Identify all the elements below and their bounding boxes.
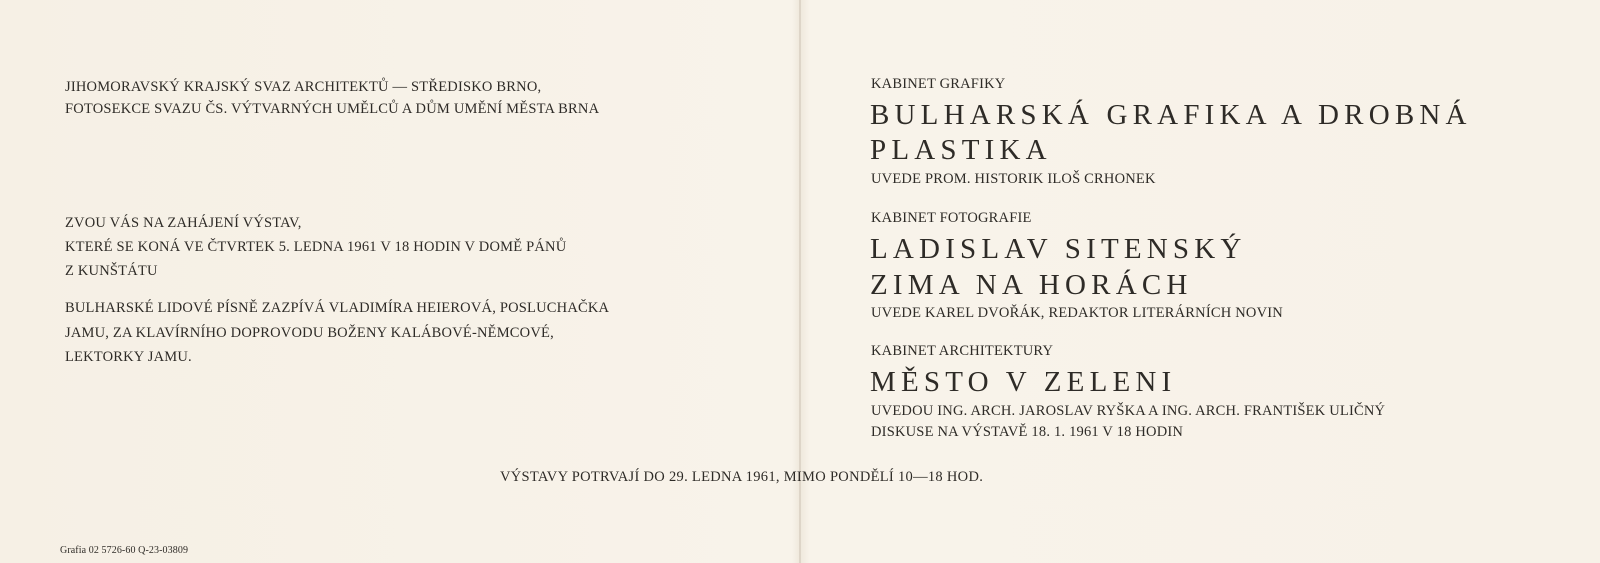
graphics-title-line-2: PLASTIKA: [870, 134, 1052, 166]
architecture-title: MĚSTO V ZELENI: [870, 366, 1177, 398]
photo-title-line-2: ZIMA NA HORÁCH: [870, 269, 1193, 301]
graphics-title-line-1: BULHARSKÁ GRAFIKA A DROBNÁ: [870, 99, 1472, 131]
music-line-2: JAMU, ZA KLAVÍRNÍHO DOPROVODU BOŽENY KALÁBOVÉ-NĚMCOVÉ,: [65, 325, 554, 341]
music-line-1: BULHARSKÉ LIDOVÉ PÍSNĚ ZAZPÍVÁ VLADIMÍRA HEIEROVÁ, POSLUCHAČKA: [65, 300, 610, 316]
photo-presenter: UVEDE KAREL DVOŘÁK, REDAKTOR LITERÁRNÍCH NOVIN: [871, 305, 1283, 321]
photo-cabinet-label: KABINET FOTOGRAFIE: [871, 210, 1032, 226]
graphics-cabinet-label: KABINET GRAFIKY: [871, 76, 1006, 92]
music-line-3: LEKTORKY JAMU.: [65, 349, 192, 365]
architecture-presenter-line-2: DISKUSE NA VÝSTAVĚ 18. 1. 1961 V 18 HODIN: [871, 424, 1184, 440]
organizer-line-2: FOTOSEKCE SVAZU ČS. VÝTVARNÝCH UMĚLCŮ A DŮM UMĚNÍ MĚSTA BRNA: [65, 101, 600, 117]
invitation-line-2: KTERÉ SE KONÁ VE ČTVRTEK 5. LEDNA 1961 V 18 HODIN V DOMĚ PÁNŮ: [65, 239, 567, 255]
architecture-cabinet-label: KABINET ARCHITEKTURY: [871, 343, 1054, 359]
exhibition-duration: VÝSTAVY POTRVAJÍ DO 29. LEDNA 1961, MIMO PONDĚLÍ 10—18 HOD.: [500, 469, 984, 485]
invitation-line-3: Z KUNŠTÁTU: [65, 263, 158, 279]
architecture-presenter-line-1: UVEDOU ING. ARCH. JAROSLAV RYŠKA A ING. ARCH. FRANTIŠEK ULIČNÝ: [871, 403, 1386, 419]
graphics-presenter: UVEDE PROM. HISTORIK ILOŠ CRHONEK: [871, 171, 1156, 187]
organizer-line-1: JIHOMORAVSKÝ KRAJSKÝ SVAZ ARCHITEKTŮ — STŘEDISKO BRNO,: [65, 79, 542, 95]
printer-imprint: Grafia 02 5726-60 Q-23-03809: [60, 545, 189, 556]
invitation-line-1: ZVOU VÁS NA ZAHÁJENÍ VÝSTAV,: [65, 215, 302, 231]
photo-title-line-1: LADISLAV SITENSKÝ: [870, 233, 1247, 265]
